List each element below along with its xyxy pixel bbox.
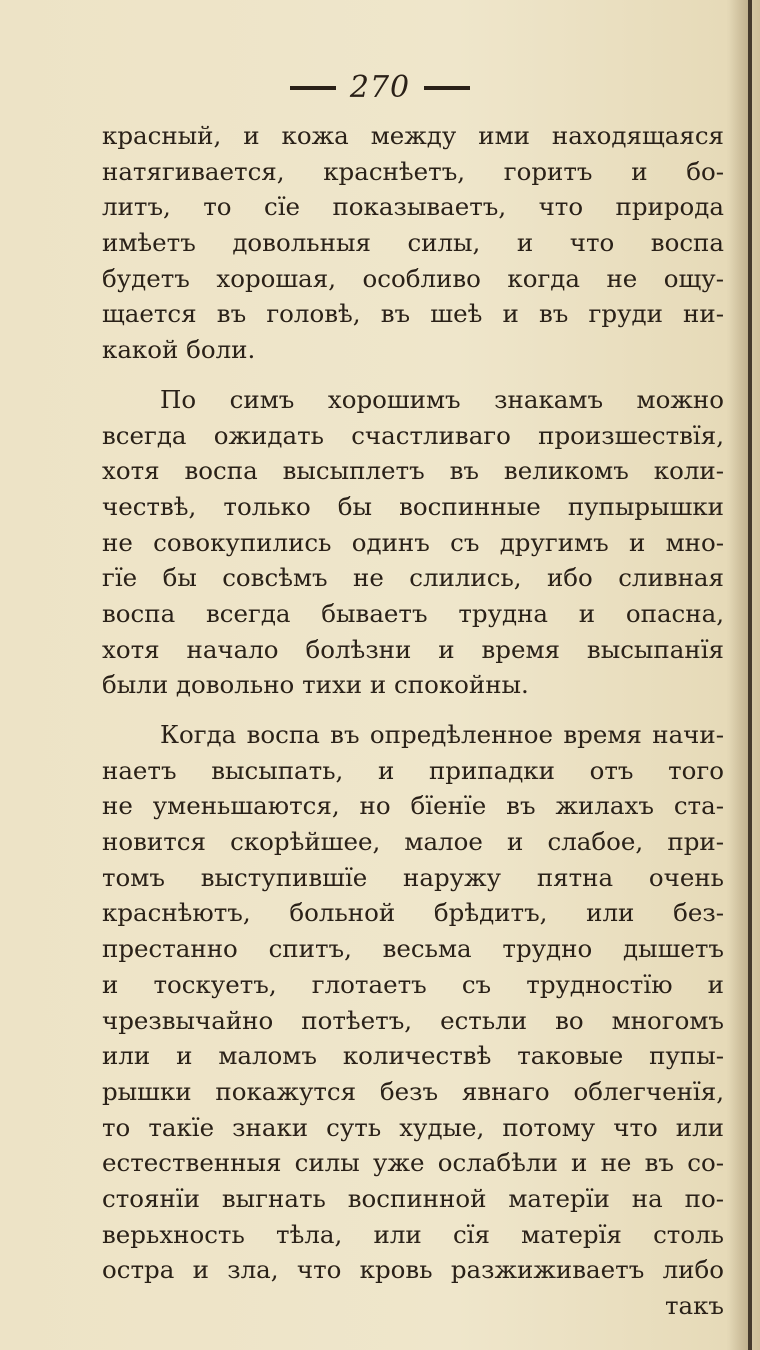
text-line: воспа всегда бываетъ трудна и опасна, — [102, 598, 724, 628]
text-line: не совокупились одинъ съ другимъ и мно- — [102, 527, 724, 557]
text-line: краснѣютъ, больной брѣдитъ, или без- — [102, 898, 724, 928]
text-line: Когда воспа въ опредѣленное время начи- — [160, 720, 724, 749]
text-line: не уменьшаются, но бїенїе въ жилахъ ста- — [102, 791, 724, 821]
text-line: наетъ высыпать, и припадки отъ того — [102, 755, 724, 785]
paragraph-1 — [102, 118, 724, 368]
text-line: естественныя силы уже ослабѣли и не въ со- — [102, 1148, 724, 1178]
text-line: хотя начало болѣзни и время высыпанїя — [102, 634, 724, 664]
text-line: новится скорѣйшее, малое и слабое, при- — [102, 827, 724, 857]
text-line: красный, и кожа между ими находящаяся — [102, 121, 724, 150]
header-rule-right — [424, 86, 470, 90]
text-line: остра и зла, что кровь разжиживаетъ либо — [102, 1255, 724, 1285]
catchword: такъ — [664, 1291, 724, 1320]
text-line: были довольно тихи и спокойны. — [102, 670, 529, 700]
text-line: рышки покажутся безъ явнаго облегченїя, — [102, 1076, 724, 1106]
text-line: щается въ головѣ, въ шеѣ и въ груди ни- — [102, 299, 724, 329]
text-line: имѣетъ довольныя силы, и что воспа — [102, 228, 724, 258]
text-line: гїе бы совсѣмъ не слились, ибо сливная — [102, 563, 724, 593]
text-line: престанно спитъ, весьма трудно дышетъ — [102, 934, 724, 964]
text-line: какой боли. — [102, 335, 256, 365]
paragraph-2 — [102, 382, 724, 703]
text-line: всегда ожидать счастливаго произшествїя, — [102, 420, 724, 450]
text-line: стоянїи выгнать воспинной матерїи на по- — [102, 1183, 724, 1213]
body-text — [102, 118, 724, 1324]
text-line: хотя воспа высыплетъ въ великомъ коли- — [102, 456, 724, 486]
text-line: томъ выступившїе наружу пятна очень — [102, 862, 724, 892]
page-edge — [748, 0, 752, 1350]
paragraph-3 — [102, 717, 724, 1288]
text-line: то такїе знаки суть худые, потому что или — [102, 1112, 724, 1142]
text-line: По симъ хорошимъ знакамъ можно — [160, 384, 724, 414]
text-line: чествѣ, только бы воспинные пупырышки — [102, 491, 724, 521]
text-line: чрезвычайно потѣетъ, естьли во многомъ — [102, 1005, 724, 1035]
text-line: и тоскуетъ, глотаетъ съ трудностїю и — [102, 969, 724, 999]
page-number: 270 — [349, 70, 411, 105]
page-header — [0, 68, 760, 108]
header-rule-left — [290, 86, 336, 90]
text-line: верьхность тѣла, или сїя матерїя столь — [102, 1219, 724, 1249]
text-line: или и маломъ количествѣ таковые пупы- — [102, 1041, 724, 1071]
text-line: натягивается, краснѣетъ, горитъ и бо- — [102, 156, 724, 186]
text-line: будетъ хорошая, особливо когда не ощу- — [102, 263, 724, 293]
text-line: литъ, то сїе показываетъ, что природа — [102, 192, 724, 222]
page-gutter-shadow — [726, 0, 748, 1350]
